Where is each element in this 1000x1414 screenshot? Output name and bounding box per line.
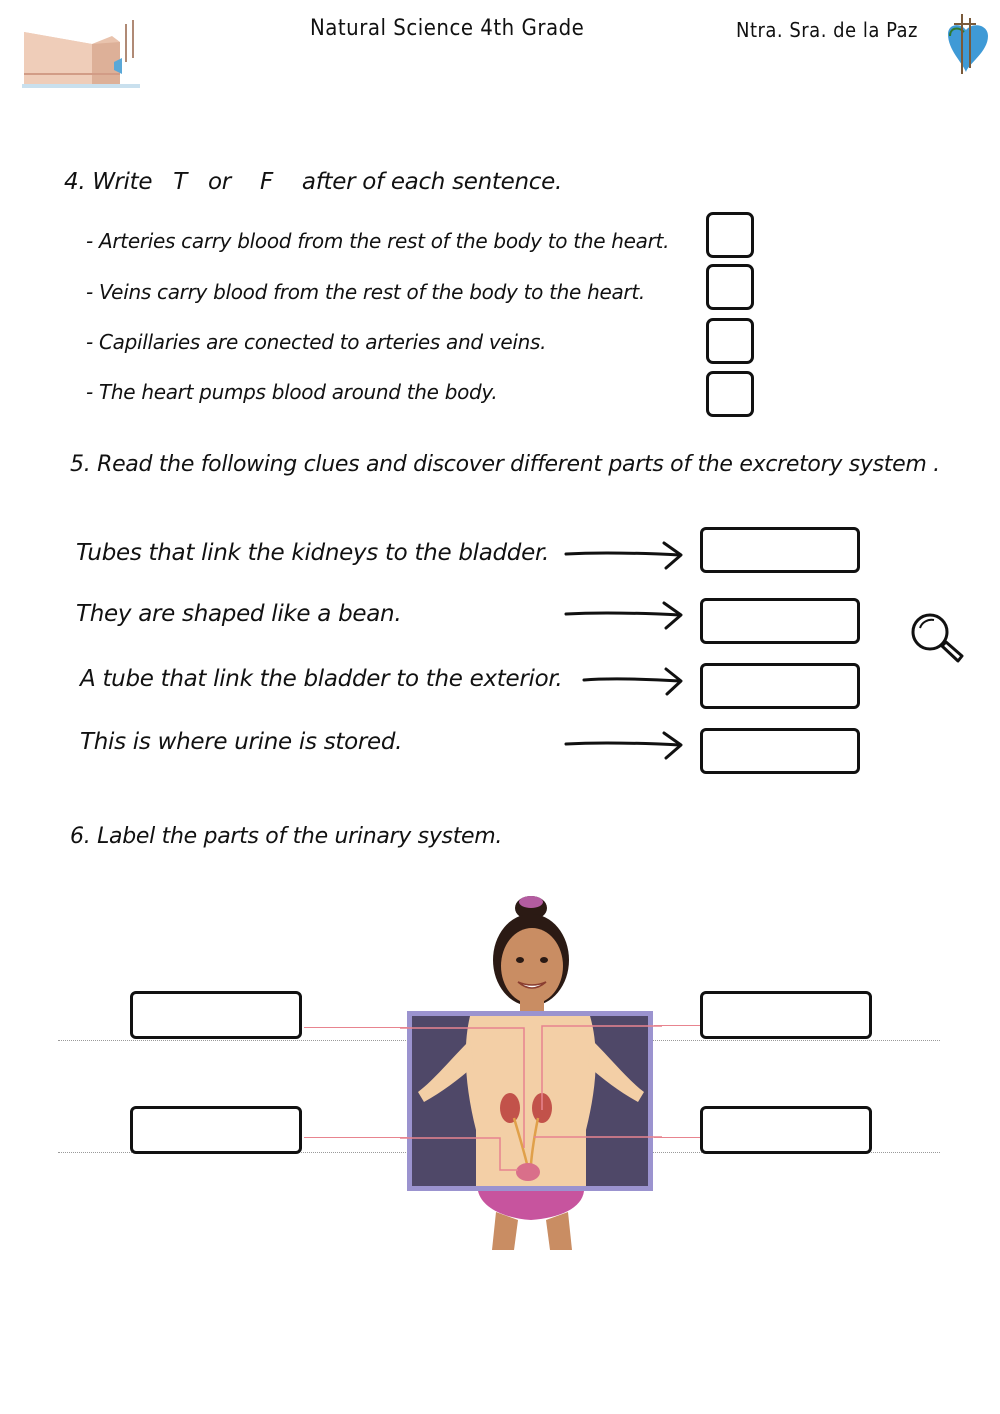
label-box-bottom-left[interactable] xyxy=(130,1106,302,1154)
school-name: Ntra. Sra. de la Paz xyxy=(736,18,918,42)
leader-line xyxy=(304,1137,408,1138)
tf-answer-box-3[interactable] xyxy=(706,318,754,364)
section4-suffix: after of each sentence. xyxy=(301,169,562,195)
leader-line xyxy=(654,1025,700,1026)
clue-1: Tubes that link the kidneys to the bladder. xyxy=(76,540,550,566)
clue-answer-box-4[interactable] xyxy=(700,728,860,774)
section4-prefix: 4. Write xyxy=(64,169,153,195)
clue-2: They are shaped like a bean. xyxy=(76,601,402,627)
girl-urinary-system-diagram xyxy=(400,890,662,1250)
arrow-icon xyxy=(560,598,690,632)
clue-3: A tube that link the bladder to the exterior. xyxy=(80,666,563,692)
true-letter: T xyxy=(173,169,187,195)
label-box-top-right[interactable] xyxy=(700,991,872,1039)
section5-instruction: 5. Read the following clues and discover different parts of the excretory system . xyxy=(70,452,940,477)
statement-4: - The heart pumps blood around the body. xyxy=(86,380,498,404)
statement-3: - Capillaries are conected to arteries and veins. xyxy=(86,330,547,354)
label-box-top-left[interactable] xyxy=(130,991,302,1039)
clue-answer-box-2[interactable] xyxy=(700,598,860,644)
section4-instruction xyxy=(64,169,562,195)
clue-answer-box-1[interactable] xyxy=(700,527,860,573)
worksheet-title: Natural Science 4th Grade xyxy=(310,16,585,41)
arrow-icon xyxy=(560,728,690,762)
leader-line xyxy=(304,1027,408,1028)
clue-4: This is where urine is stored. xyxy=(80,729,403,755)
statement-2: - Veins carry blood from the rest of the body to the heart. xyxy=(86,280,645,304)
school-building-icon xyxy=(22,18,140,90)
statement-1: - Arteries carry blood from the rest of the body to the heart. xyxy=(86,229,670,253)
false-letter: F xyxy=(259,169,273,195)
label-box-bottom-right[interactable] xyxy=(700,1106,872,1154)
tf-answer-box-4[interactable] xyxy=(706,371,754,417)
school-crest-icon xyxy=(940,12,996,78)
or-word: or xyxy=(208,169,231,195)
clue-answer-box-3[interactable] xyxy=(700,663,860,709)
magnifier-icon xyxy=(908,610,966,668)
arrow-icon xyxy=(560,538,690,572)
tf-answer-box-1[interactable] xyxy=(706,212,754,258)
section6-instruction: 6. Label the parts of the urinary system. xyxy=(70,824,503,849)
arrow-icon xyxy=(578,664,690,698)
tf-answer-box-2[interactable] xyxy=(706,264,754,310)
leader-line xyxy=(654,1137,700,1138)
